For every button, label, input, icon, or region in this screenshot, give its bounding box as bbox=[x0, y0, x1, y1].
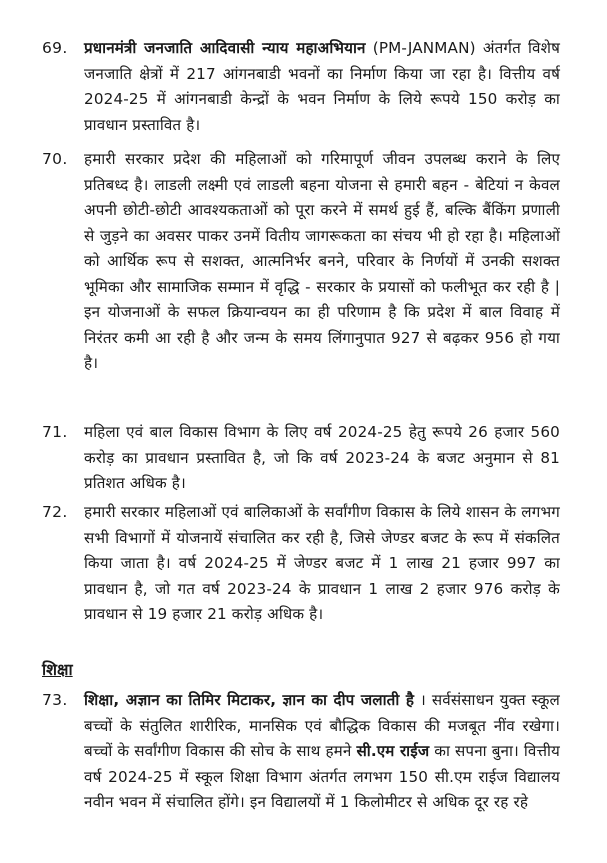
paragraph-number: 72. bbox=[42, 503, 68, 521]
paragraph-title: प्रधानमंत्री जनजाति आदिवासी न्याय महाअभियान bbox=[84, 39, 366, 57]
paragraph-number: 69. bbox=[42, 39, 68, 57]
cm-rise-highlight: सी.एम राईज bbox=[356, 742, 430, 760]
paragraph-text-part-a: । सर्वसंसाधन युक्त स्कूल बच्चों के संतुलित शारीरिक, मानसिक एवं बौद्धिक विकास की मजबूत नींव रखेगा। बच्चों के सर्वांगीण विकास की सोच के साथ हमने bbox=[84, 691, 560, 760]
paragraph-text-part-b: का सपना बुना। वित्तीय वर्ष 2024-25 में स्कूल शिक्षा विभाग अंतर्गत लगभग 150 सी.एम राईज विद्यालय नवीन भवन में संचालित होंगे। इन विद्यालयों में 1 किलोमीटर से अधिक दूर रह रहे bbox=[84, 742, 561, 811]
paragraph-number: 71. bbox=[42, 423, 68, 441]
section-heading-education: शिक्षा bbox=[42, 660, 73, 679]
paragraph-body bbox=[84, 688, 560, 816]
paragraph-text: महिला एवं बाल विकास विभाग के लिए वर्ष 2024-25 हेतु रूपये 26 हजार 560 करोड़ का प्रावधान प्रस्तावित है, जो कि वर्ष 2023-24 के बजट अनुमान से 81 प्रतिशत अधिक है। bbox=[84, 423, 560, 492]
paragraph-body bbox=[84, 36, 560, 138]
paragraph-number: 73. bbox=[42, 691, 68, 709]
paragraph-text: (PM-JANMAN) अंतर्गत विशेष जनजाति क्षेत्रों में 217 आंगनबाडी भवनों का निर्माण किया जा रहा है। वित्तीय वर्ष 2024-25 में आंगनबाडी केन्द्रों के भवन निर्माण के लिये रूपये 150 करोड़ का प्रावधान प्रस्तावित है। bbox=[84, 39, 560, 134]
paragraph-title: शिक्षा, अज्ञान का तिमिर मिटाकर, ज्ञान का दीप जलाती है bbox=[84, 691, 415, 709]
paragraph-text: हमारी सरकार प्रदेश की महिलाओं को गरिमापूर्ण जीवन उपलब्ध कराने के लिए प्रतिबध्द है। लाडली लक्ष्मी एवं लाडली बहना योजना से हमारी बहन - बेटियां न केवल अपनी छोटी-छोटी आवश्यकताओं को पूरा करने में समर्थ हुई हैं, बल्कि बैंकिंग प्रणाली से जुड़ने का अवसर पाकर उनमें वितीय जागरूकता का संचय भी हो रहा है। महिलाओं को आर्थिक रूप से सशक्त, आत्मनिर्भर बनने, परिवार के निर्णयों में उनकी सशक्त भूमिका और सामाजिक सम्मान में वृद्धि - सरकार के प्रयासों को फलीभूत कर रही है | इन योजनाओं के सफल क्रियान्वयन का ही परिणाम है कि प्रदेश में बाल विवाह में निरंतर कमी आ रही है और जन्म के समय लिंगानुपात 927 से बढ़कर 956 हो गया है। bbox=[84, 150, 560, 372]
paragraph-text: हमारी सरकार महिलाओं एवं बालिकाओं के सर्वांगीण विकास के लिये शासन के लगभग सभी विभागों में योजनायें संचालित कर रही है, जिसे जेण्डर बजट के रूप में संकलित किया जाता है। वर्ष 2024-25 में जेण्डर बजट में 1 लाख 21 हजार 997 का प्रावधान है, जो गत वर्ष 2023-24 के प्रावधान 1 लाख 2 हजार 976 करोड़ के प्रावधान से 19 हजार 21 करोड़ अधिक है। bbox=[84, 503, 560, 623]
paragraph-number: 70. bbox=[42, 150, 68, 168]
